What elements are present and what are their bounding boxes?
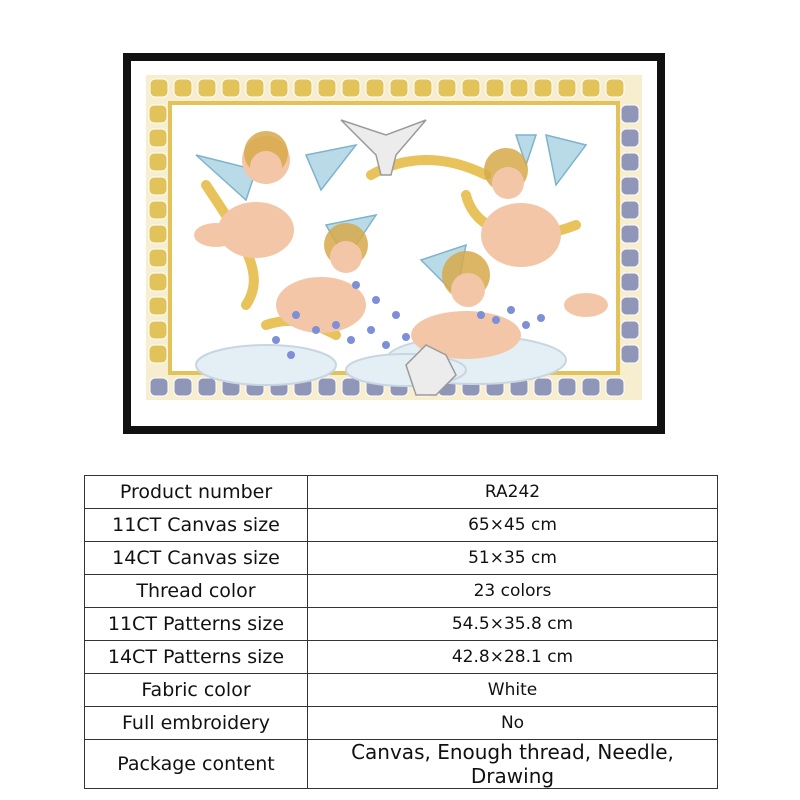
flower-dot (347, 336, 355, 344)
picture-frame (123, 53, 665, 434)
border-tile (366, 79, 384, 97)
border-tile (582, 79, 600, 97)
border-tile (621, 153, 639, 171)
spec-label-product-number: Product number (85, 476, 308, 509)
flower-dot (392, 311, 400, 319)
flower-dot (272, 336, 280, 344)
border-tile (342, 378, 360, 396)
picture-mat (131, 61, 657, 426)
spec-label-full-embroidery: Full embroidery (85, 707, 308, 740)
flower-dot (382, 341, 390, 349)
border-tile (149, 249, 167, 267)
border-tile (462, 79, 480, 97)
border-tile (149, 321, 167, 339)
border-tile (246, 79, 264, 97)
spec-value-11ct-canvas-size: 65×45 cm (308, 509, 718, 542)
border-tile (149, 225, 167, 243)
border-tile (270, 79, 288, 97)
border-tile (342, 79, 360, 97)
table-row (85, 476, 718, 509)
border-tile (558, 378, 576, 396)
table-row (85, 674, 718, 707)
border-tile (149, 297, 167, 315)
flower-dot (537, 314, 545, 322)
spec-label-14ct-patterns-size: 14CT Patterns size (85, 641, 308, 674)
border-tile (222, 79, 240, 97)
flower-dot (522, 321, 530, 329)
border-tile (621, 321, 639, 339)
border-tile (558, 79, 576, 97)
border-tile (149, 177, 167, 195)
spec-label-package-content: Package content (85, 740, 308, 789)
border-tile (174, 378, 192, 396)
border-tile (621, 201, 639, 219)
spec-value-14ct-canvas-size: 51×35 cm (308, 542, 718, 575)
spec-label-14ct-canvas-size: 14CT Canvas size (85, 542, 308, 575)
border-tile (294, 79, 312, 97)
artwork-svg (146, 75, 642, 400)
flower-dot (402, 333, 410, 341)
flower-dot (292, 311, 300, 319)
border-tile (198, 378, 216, 396)
flower-dot (332, 321, 340, 329)
border-tile (198, 79, 216, 97)
spec-value-package-content: Canvas, Enough thread, Needle, Drawing (308, 740, 718, 789)
spec-value-fabric-color: White (308, 674, 718, 707)
flower-dot (312, 326, 320, 334)
spec-value-14ct-patterns-size: 42.8×28.1 cm (308, 641, 718, 674)
specs-table (84, 475, 718, 789)
angels-cross-stitch-picture (146, 75, 642, 400)
table-row (85, 575, 718, 608)
table-row (85, 509, 718, 542)
border-tile (510, 79, 528, 97)
border-tile (621, 177, 639, 195)
border-tile (621, 345, 639, 363)
border-tile (149, 153, 167, 171)
border-tile (318, 378, 336, 396)
spec-value-thread-color: 23 colors (308, 575, 718, 608)
border-tile (150, 378, 168, 396)
border-tile (606, 378, 624, 396)
flower-dot (492, 316, 500, 324)
spec-label-11ct-patterns-size: 11CT Patterns size (85, 608, 308, 641)
table-row (85, 707, 718, 740)
flower-dot (372, 296, 380, 304)
border-tile (621, 225, 639, 243)
border-tile (621, 105, 639, 123)
border-tile (486, 79, 504, 97)
table-row (85, 641, 718, 674)
border-tile (621, 249, 639, 267)
flower-dot (287, 351, 295, 359)
border-tile (149, 201, 167, 219)
border-tile (621, 273, 639, 291)
border-tile (582, 378, 600, 396)
border-tile (150, 79, 168, 97)
spec-label-fabric-color: Fabric color (85, 674, 308, 707)
border-tile (621, 297, 639, 315)
flower-dot (352, 281, 360, 289)
border-tile (174, 79, 192, 97)
spec-value-product-number: RA242 (308, 476, 718, 509)
border-tile (390, 79, 408, 97)
table-row (85, 542, 718, 575)
border-tile (149, 105, 167, 123)
border-tile (621, 129, 639, 147)
flower-dot (507, 306, 515, 314)
border-tile (149, 273, 167, 291)
border-tile (606, 79, 624, 97)
border-tile (534, 79, 552, 97)
border-tile (534, 378, 552, 396)
border-tile (438, 79, 456, 97)
border-tile (149, 129, 167, 147)
border-tile (149, 345, 167, 363)
table-row (85, 740, 718, 789)
spec-value-11ct-patterns-size: 54.5×35.8 cm (308, 608, 718, 641)
flower-dot (477, 311, 485, 319)
spec-label-11ct-canvas-size: 11CT Canvas size (85, 509, 308, 542)
border-tile (414, 79, 432, 97)
spec-label-thread-color: Thread color (85, 575, 308, 608)
flower-dot (367, 326, 375, 334)
spec-value-full-embroidery: No (308, 707, 718, 740)
table-row (85, 608, 718, 641)
border-tile (318, 79, 336, 97)
